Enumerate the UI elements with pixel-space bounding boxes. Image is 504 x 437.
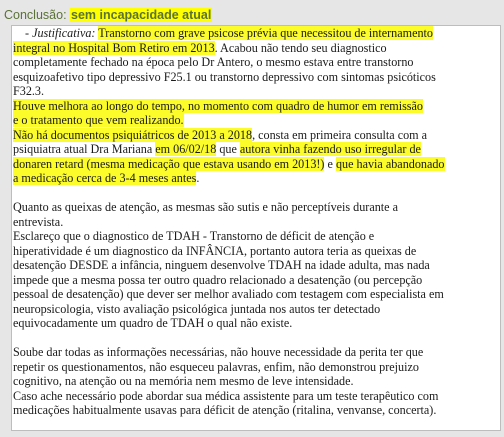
highlighted-text: e o tratamento que vem realizando. (13, 113, 184, 127)
text-segment: hiperatividade é um diagnostico da INFÂNCIA, portanto autora teria as queixas de (13, 243, 417, 258)
text-line (13, 374, 500, 389)
text-line (13, 142, 500, 157)
text-line (13, 258, 500, 273)
text-line (13, 273, 500, 288)
text-line (13, 229, 500, 244)
text-segment: medicações habitualmente usavas para déficit de atenção (ritalina, venvanse, concerta). (13, 403, 437, 417)
text-segment: Justificativa: (32, 26, 96, 40)
text-line (13, 70, 500, 85)
text-segment: equivocadamente um quadro de TDAH o qual não existe. (13, 316, 293, 330)
text-line (13, 316, 500, 331)
text-line (13, 26, 500, 41)
text-line (13, 99, 500, 114)
text-segment: e (324, 156, 336, 171)
text-segment: esquizoafetivo tipo depressivo F25.1 ou transtorno depressivo com sintomas psicóticos (13, 69, 436, 84)
conclusion-label: Conclusão: (4, 8, 71, 22)
text-segment: , consta em primeira consulta com a (252, 127, 428, 142)
highlighted-text: donaren retard (mesma medicação que estava usando em 2013!) (13, 156, 325, 171)
text-segment: - (25, 26, 33, 40)
text-line (13, 200, 500, 215)
text-segment: neuropsicologia, visto avaliação psicológica juntada nos autos ter detectado (13, 301, 381, 316)
text-line (13, 287, 500, 302)
text-segment: . (196, 171, 200, 185)
highlighted-text: integral no Hospital Bom Retiro em 2013 (13, 40, 215, 55)
text-line (13, 171, 500, 186)
text-line (13, 215, 500, 230)
text-segment: completamente fechado na época pelo Dr Antero, o mesmo estava entre transtorno (13, 55, 414, 69)
highlighted-text: autora vinha fazendo uso irregular de (239, 142, 421, 156)
text-segment: F32.3. (13, 84, 45, 98)
highlighted-text: a medicação cerca de 3-4 meses antes (13, 171, 197, 185)
text-line (13, 403, 500, 418)
text-segment: impede que a mesma possa ter outro quadro relacionado a desatenção (ou percepção (13, 272, 423, 287)
conclusion-heading (4, 6, 212, 24)
highlighted-text: em 06/02/18 (155, 142, 217, 156)
text-segment: Caso ache necessário pode abordar sua médica assistente para um teste terapêutico com (13, 388, 439, 403)
text-segment: pessoal de desatenção) que dever ser melhor avaliado com testagem com especialista em (13, 287, 444, 301)
text-segment: psiquiatra atual Dra Mariana (13, 142, 156, 156)
highlighted-text: Não há documentos psiquiátricos de 2013 a 2018 (13, 127, 253, 142)
highlighted-text: Transtorno com grave psicose prévia que necessitou de internamento (98, 26, 433, 40)
text-line (13, 84, 500, 99)
document-body (13, 26, 500, 418)
text-segment: Quanto as queixas de atenção, as mesmas são sutis e não perceptíveis durante a (13, 200, 398, 214)
text-segment: Esclareço que o diagnostico de TDAH - Transtorno de déficit de atenção e (13, 229, 375, 243)
text-segment: Soube dar todas as informações necessárias, não houve necessidade da perita ter que (13, 345, 424, 359)
text-segment: . Acabou não tendo seu diagnostico (214, 40, 387, 55)
text-line (13, 157, 500, 172)
highlighted-text: Houve melhora ao longo do tempo, no momento com quadro de humor em remissão (13, 98, 423, 113)
justification-paragraph (13, 26, 500, 186)
text-segment: desatenção DESDE a infância, ninguem desenvolve TDAH na idade adulta, mas nada (13, 258, 430, 272)
attention-paragraph (13, 200, 500, 331)
text-line (13, 345, 500, 360)
text-line (13, 244, 500, 259)
conclusion-value: sem incapacidade atual (71, 8, 212, 22)
paragraph-spacer (13, 186, 500, 201)
paragraph-spacer (13, 331, 500, 346)
text-line (13, 41, 500, 56)
text-segment: cognitivo, na atenção ou na memória nem mesmo de leve intensidade. (13, 374, 354, 388)
cognition-paragraph (13, 345, 500, 418)
text-line (13, 113, 500, 128)
text-line (13, 128, 500, 143)
highlighted-text: que havia abandonado (335, 156, 445, 171)
text-segment: entrevista. (13, 214, 64, 229)
text-line (13, 302, 500, 317)
text-segment: repetir os questionamentos, não esqueceu palavras, enfim, não demonstrou prejuizo (13, 359, 419, 374)
text-line (13, 360, 500, 375)
text-line (13, 389, 500, 404)
text-segment: que (216, 142, 240, 156)
text-line (13, 55, 500, 70)
